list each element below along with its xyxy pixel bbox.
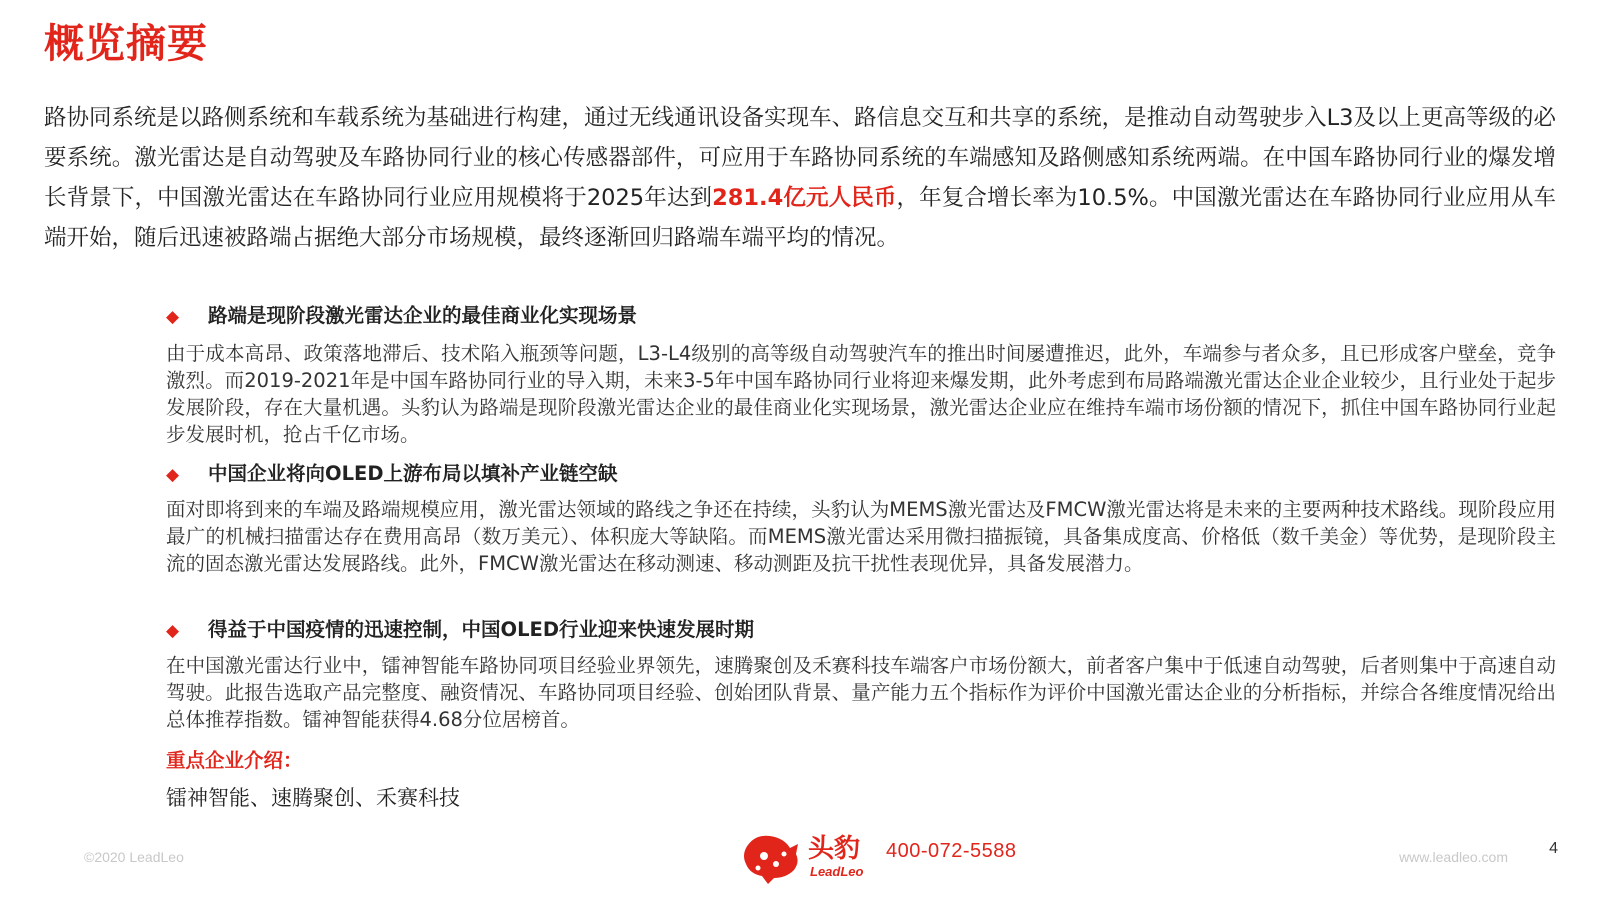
section-heading-text: 得益于中国疫情的迅速控制，中国OLED行业迎来快速发展时期 bbox=[208, 618, 755, 641]
section-heading-1 bbox=[166, 300, 637, 328]
diamond-bullet-icon: ◆ bbox=[166, 465, 180, 485]
key-companies-label: 重点企业介绍： bbox=[166, 749, 303, 772]
intro-text-part1: 路协同系统是以路侧系统和车载系统为基础进行构建，通过无线通讯设备实现车、路信息交互和共享的系统，是推动自动驾驶步入L3及以上更高等级的必要系统。激光雷达是自动驾驶及车路协同行业的核心传感器部件，可应用于车路协同系统的车端感知及路侧感知系统两端。在中国车路协同行业的爆发增长背景下，中国激光雷达在车路协同行业应用规模将于2025年达到 bbox=[44, 105, 1556, 211]
diamond-bullet-icon: ◆ bbox=[166, 307, 180, 327]
intro-highlight: 281.4亿元人民币 bbox=[712, 185, 897, 211]
section-heading-3 bbox=[166, 614, 754, 642]
key-companies-list: 镭神智能、速腾聚创、禾赛科技 bbox=[166, 786, 460, 810]
logo-english-text: LeadLeo bbox=[810, 864, 864, 879]
section-heading-text: 中国企业将向OLED上游布局以填补产业链空缺 bbox=[208, 462, 618, 485]
footer-website: www.leadleo.com bbox=[1399, 849, 1508, 865]
section-body-3: 在中国激光雷达行业中，镭神智能车路协同项目经验业界领先，速腾聚创及禾赛科技车端客户市场份额大，前者客户集中于低速自动驾驶，后者则集中于高速自动驾驶。此报告选取产品完整度、融资情况、车路协同项目经验、创始团队背景、量产能力五个指标作为评价中国激光雷达企业的分析指标，并综合各维度情况给出总体推荐指数。镭神智能获得4.68分位居榜首。 bbox=[166, 654, 1556, 731]
footer-phone: 400-072-5588 bbox=[886, 840, 1017, 862]
section-heading-text: 路端是现阶段激光雷达企业的最佳商业化实现场景 bbox=[208, 304, 638, 327]
intro-text-part2: ，年复合增长率为10.5%。中国激光雷达在车路协同行业应用从车端开始，随后迅速被路端占据绝大部分市场规模，最终逐渐回归路端车端平均的情况。 bbox=[44, 185, 1557, 251]
section-body-2: 面对即将到来的车端及路端规模应用，激光雷达领域的路线之争还在持续，头豹认为MEMS激光雷达及FMCW激光雷达将是未来的主要两种技术路线。现阶段应用最广的机械扫描雷达存在费用高昂（数万美元）、体积庞大等缺陷。而MEMS激光雷达采用微扫描振镜，具备集成度高、价格低（数千美金）等优势，是现阶段主流的固态激光雷达发展路线。此外，FMCW激光雷达在移动测速、移动测距及抗干扰性表现优异，具备发展潜力。 bbox=[166, 498, 1556, 575]
footer-copyright: ©2020 LeadLeo bbox=[84, 849, 184, 865]
logo-chinese-text: 头豹 bbox=[808, 834, 861, 864]
page-title: 概览摘要 bbox=[44, 21, 208, 67]
page-number: 4 bbox=[1549, 840, 1558, 857]
section-body-1: 由于成本高昂、政策落地滞后、技术陷入瓶颈等问题，L3-L4级别的高等级自动驾驶汽车的推出时间屡遭推迟，此外，车端参与者众多，且已形成客户壁垒，竞争激烈。而2019-2021年是中国车路协同行业的导入期，未来3-5年中国车路协同行业将迎来爆发期，此外考虑到布局路端激光雷达企业企业较少，且行业处于起步发展阶段，存在大量机遇。头豹认为路端是现阶段激光雷达企业的最佳商业化实现场景，激光雷达企业应在维持车端市场份额的情况下，抓住中国车路协同行业起步发展时机，抢占千亿市场。 bbox=[166, 342, 1556, 446]
intro-paragraph bbox=[44, 98, 1556, 258]
section-heading-2 bbox=[166, 458, 618, 486]
diamond-bullet-icon: ◆ bbox=[166, 621, 180, 641]
